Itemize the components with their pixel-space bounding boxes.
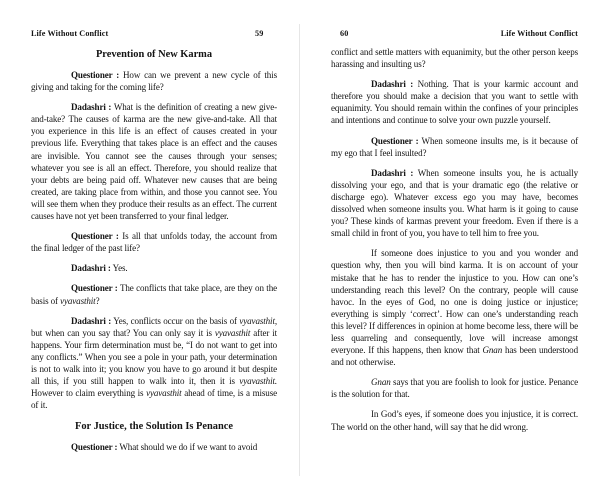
paragraph-text: ahead of time, is a misuse of it. bbox=[31, 388, 278, 411]
paragraph-text: says that you are foolish to look for justice. Penance is the solution for that. bbox=[331, 377, 578, 400]
paragraph-text: However to claim everything is bbox=[31, 388, 147, 399]
paragraph-continued bbox=[331, 46, 578, 70]
italic-term: vyavasthit bbox=[214, 327, 251, 338]
paragraph-text: after it happens. Your firm determination must be, “I do not want to get into any conflicts.” When you see a pole in your path, your determination is not to walk into it; you know you have to go around it but despite all this, if you still happen to walk into it, then it is bbox=[31, 327, 277, 387]
page-number: 60 bbox=[340, 29, 349, 38]
running-title: Life Without Conflict bbox=[31, 29, 109, 38]
italic-term: Gnan bbox=[482, 345, 503, 356]
paragraph-text: but when can you say that? You can only say it is bbox=[31, 327, 215, 338]
paragraph-text: Nothing. That is your karmic account and therefore you should make a decision that you want to settle with equanimity. You should remain within the confines of your principles and intentions and continue to solve your own puzzle yourself. bbox=[331, 79, 578, 126]
paragraph-dadashri bbox=[331, 167, 578, 240]
paragraph-text: In God’s eyes, if someone does you injustice, it is correct. The world on the other hand, will say that he did wrong. bbox=[331, 409, 578, 432]
paragraph-dadashri bbox=[31, 262, 277, 274]
paragraph-text: When someone insults me, is it because of my ego that I feel insulted? bbox=[331, 135, 578, 158]
speaker-label: Questioner : bbox=[71, 442, 118, 453]
speaker-label: Dadashri : bbox=[71, 102, 112, 113]
speaker-label: Dadashri : bbox=[71, 263, 111, 274]
paragraph-questioner bbox=[331, 135, 578, 159]
paragraph-text: How can we prevent a new cycle of this giving and taking for the coming life? bbox=[31, 70, 277, 93]
speaker-label: Questioner : bbox=[71, 283, 118, 294]
paragraph-questioner bbox=[31, 69, 277, 93]
italic-term: vyavasthit bbox=[146, 388, 182, 399]
section-heading: Prevention of New Karma bbox=[95, 49, 213, 60]
speaker-label: Questioner : bbox=[71, 231, 119, 242]
paragraph-dadashri bbox=[31, 101, 277, 222]
speaker-label: Dadashri : bbox=[71, 315, 112, 326]
speaker-label: Questioner : bbox=[371, 135, 419, 146]
paragraph-text: has been understood and not otherwise. bbox=[331, 345, 578, 368]
paragraph-text: When someone insults you, he is actually dissolving your ego, and that is your dramatic ego (the relative or discharge ego). Whatever excess ego you may have, becomes dissolved when someone insults you. What harm is it going to cause you? These kinds of karmas prevent your freedom. Even if there is a small child in front of you, you have to tell him to free you. bbox=[331, 167, 578, 239]
paragraph-text: Yes. bbox=[110, 263, 128, 274]
right-page bbox=[300, 0, 599, 484]
paragraph-text: What should we do if we want to avoid bbox=[117, 442, 258, 453]
paragraph-text: Is all that unfolds today, the account from the final ledger of the past life? bbox=[31, 231, 277, 254]
italic-term: Gnan bbox=[371, 377, 391, 388]
paragraph-text: Yes, conflicts occur on the basis of bbox=[111, 315, 240, 326]
paragraph-text: If someone does injustice to you and you wonder and question why, then you will bind karma. It is on account of your mistake that he has to render the injustice to you. How can one’s understanding reach this level? On the contrary, people will cause havoc. In the eyes of God, no one is doing justice or injustice; everything is simply ‘correct’. How can one’s understanding reach this level? If differences in opinion at home become less, there will be less quarreling and consequently, love will increase amongst everyone. If this happens, then know that bbox=[331, 248, 578, 356]
paragraph-dadashri bbox=[331, 78, 578, 126]
speaker-label: Dadashri : bbox=[371, 167, 414, 178]
speaker-label: Dadashri : bbox=[371, 79, 414, 90]
paragraph-body bbox=[331, 408, 578, 432]
section-heading: For Justice, the Solution Is Penance bbox=[75, 421, 233, 433]
paragraph-text: ? bbox=[95, 295, 100, 306]
paragraph-questioner bbox=[31, 282, 277, 306]
paragraph-questioner bbox=[31, 441, 277, 453]
italic-term: vyavasthit bbox=[60, 295, 96, 306]
left-page bbox=[0, 0, 299, 484]
paragraph-text: conflict and settle matters with equanimity, but the other person keeps harassing and insulting us? bbox=[331, 47, 578, 70]
paragraph-dadashri bbox=[31, 315, 277, 412]
running-title: Life Without Conflict bbox=[500, 29, 578, 38]
paragraph-body bbox=[331, 376, 578, 400]
speaker-label: Questioner : bbox=[71, 70, 120, 80]
italic-term: vyavasthit, bbox=[239, 315, 277, 326]
italic-term: vyavasthit. bbox=[239, 376, 277, 387]
paragraph-text: The conflicts that take place, are they on the basis of bbox=[31, 283, 277, 306]
paragraph-body bbox=[331, 247, 578, 368]
paragraph-text: What is the definition of creating a new give-and-take? The causes of karma are the new give-and-take. All that you experience in this life is an effect of causes created in your previous life. Everything that takes place is an effect and the causes are invisible. You cannot see the causes through your senses; whatever you see is all an effect. Therefore, you should realize that your debts are being paid off. Whatever new causes that are being created, are taking place from within, and those you cannot see. You will see them when they produce their results as an effect. The current causes have not yet been transferred to your final ledger. bbox=[31, 102, 277, 222]
paragraph-questioner bbox=[31, 230, 277, 254]
page-number: 59 bbox=[255, 29, 264, 38]
